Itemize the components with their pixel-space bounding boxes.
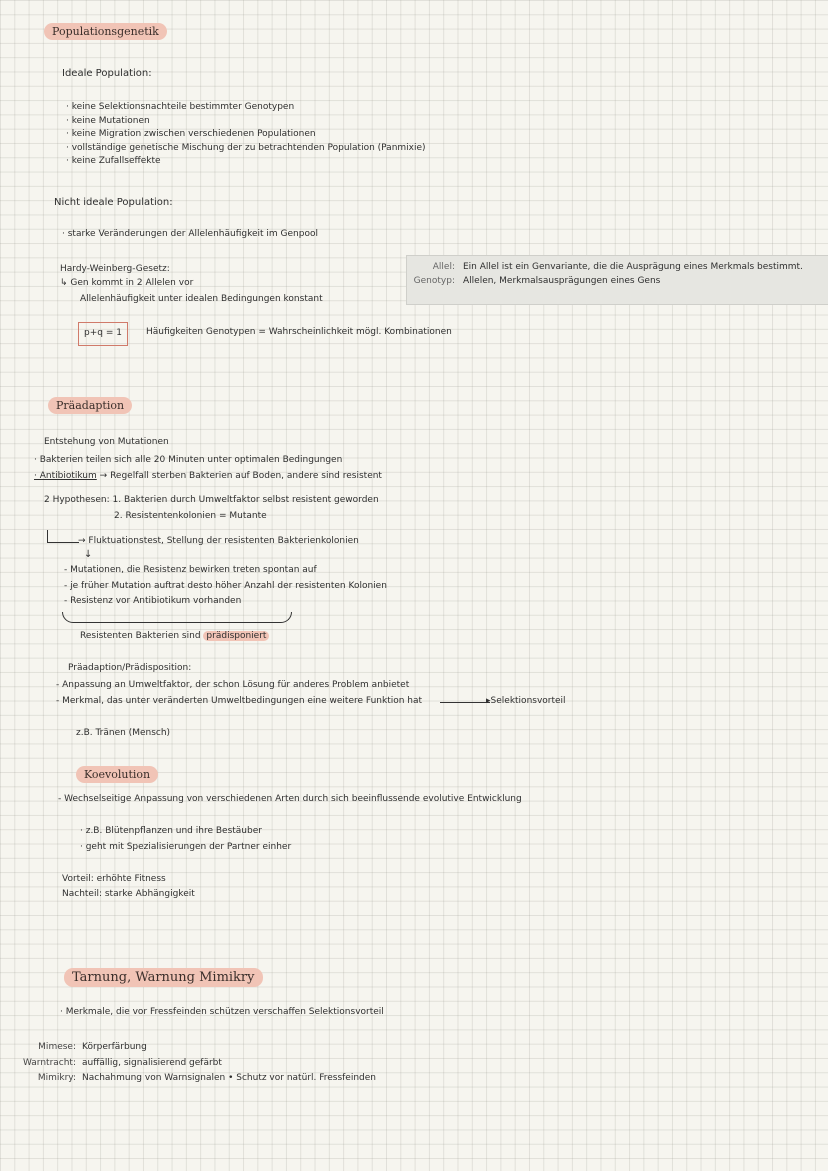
conclusion — [80, 631, 269, 641]
section-title-populationsgenetik: Populationsgenetik — [44, 23, 167, 40]
arrow-icon: → — [99, 471, 108, 481]
definition-row — [20, 1040, 376, 1056]
heading-hardy-weinberg: Hardy-Weinberg-Gesetz: — [60, 264, 170, 274]
brace-underline — [62, 612, 292, 623]
note-row-allel — [407, 262, 828, 272]
heading-entstehung-mutationen: Entstehung von Mutationen — [44, 437, 169, 447]
formula-note: Häufigkeiten Genotypen = Wahrscheinlichkeit mögl. Kombinationen — [146, 327, 452, 337]
note-value: Allelen, Merkmalsausprägungen eines Gens — [463, 276, 661, 286]
note-key: Allel: — [432, 262, 455, 272]
hyp-1: 1. Bakterien durch Umweltfaktor selbst resistent geworden — [112, 495, 379, 505]
list-item: · vollständige genetische Mischung der zu betrachtenden Population (Panmixie) — [66, 142, 426, 153]
definition-row — [20, 1071, 376, 1087]
pre-line-2: - Merkmal, das unter veränderten Umweltbedingungen eine weitere Funktion hat — [56, 696, 423, 706]
mut-line-2-suffix: Regelfall sterben Bakterien auf Boden, andere sind resistent — [110, 471, 382, 481]
list-item: · geht mit Spezialisierungen der Partner einher — [80, 841, 292, 852]
section-title-praeadaption: Präadaption — [48, 397, 132, 414]
formula-box: p+q = 1 — [78, 322, 128, 346]
conclusion-text: Resistenten Bakterien sind — [80, 631, 201, 641]
nachteil: Nachteil: starke Abhängigkeit — [62, 889, 195, 899]
vorteil: Vorteil: erhöhte Fitness — [62, 874, 166, 884]
arrow-line — [440, 702, 490, 703]
definition-key: Mimese: — [38, 1042, 76, 1052]
koevolution-line: - Wechselseitige Anpassung von verschiedenen Arten durch sich beeinflussende evolutive Entwicklung — [58, 794, 522, 804]
fluct-list — [64, 563, 387, 610]
pre-arrow-target — [486, 696, 566, 706]
list-item: - je früher Mutation auftrat desto höher Anzahl der resistenten Kolonien — [64, 580, 387, 591]
nonideal-item: · starke Veränderungen der Allelenhäufigkeit im Genpool — [62, 229, 318, 239]
definition-value: Nachahmung von Warnsignalen • Schutz vor natürl. Fressfeinden — [82, 1073, 376, 1083]
hypothesen — [44, 495, 379, 505]
hw-line-1: ↳ Gen kommt in 2 Allelen vor — [60, 278, 194, 288]
hw-line-2: Allelenhäufigkeit unter idealen Bedingungen konstant — [80, 294, 323, 304]
tarnung-definitions — [20, 1040, 376, 1087]
arrow-icon: → — [78, 536, 86, 546]
note-key: Genotyp: — [413, 276, 455, 286]
definition-value: Körperfärbung — [82, 1042, 147, 1052]
hyp-prefix: 2 Hypothesen: — [44, 495, 110, 505]
heading-ideale-population: Ideale Population: — [62, 68, 152, 79]
definition-key: Warntracht: — [22, 1057, 76, 1068]
heading-praeadaption-praedisposition: Präadaption/Prädisposition: — [68, 663, 192, 673]
heading-nicht-ideale-population: Nicht ideale Population: — [54, 197, 173, 208]
selektionsvorteil-label: Selektionsvorteil — [490, 696, 566, 706]
pre-line-1: - Anpassung an Umweltfaktor, der schon Lösung für anderes Problem anbietet — [56, 680, 410, 690]
arrow-icon: ▸ — [486, 696, 491, 706]
mut-line-1: · Bakterien teilen sich alle 20 Minuten unter optimalen Bedingungen — [34, 455, 343, 465]
definition-value: auffällig, signalisierend gefärbt — [82, 1057, 222, 1068]
list-item: · z.B. Blütenpflanzen und ihre Bestäuber — [80, 826, 262, 836]
definition-note-box — [406, 255, 828, 305]
down-arrow-icon: ↓ — [84, 549, 93, 560]
mut-line-2 — [34, 471, 382, 481]
note-row-genotyp — [407, 276, 828, 286]
list-item: - Mutationen, die Resistenz bewirken treten spontan auf — [64, 565, 317, 575]
conclusion-highlight: prädisponiert — [203, 631, 269, 641]
list-item: · keine Mutationen — [66, 115, 150, 126]
section-title-koevolution: Koevolution — [76, 766, 158, 783]
connector-line — [47, 530, 48, 542]
ideal-list — [66, 101, 426, 169]
mut-line-2-prefix: · Antibiotikum — [34, 471, 97, 481]
list-item: · keine Selektionsnachteile bestimmter Genotypen — [66, 102, 295, 112]
tarnung-line: · Merkmale, die vor Fressfeinden schützen verschaffen Selektionsvorteil — [60, 1007, 384, 1017]
list-item: - Resistenz vor Antibiotikum vorhanden — [64, 596, 242, 606]
section-title-tarnung: Tarnung, Warnung Mimikry — [64, 968, 263, 987]
connector-line — [47, 542, 79, 543]
fluct-text: Fluktuationstest, Stellung der resistenten Bakterienkolonien — [88, 536, 359, 546]
vorteil-nachteil — [62, 872, 195, 902]
hyp-2: 2. Resistentenkolonien = Mutante — [114, 511, 267, 521]
definition-key: Mimikry: — [37, 1073, 76, 1083]
list-item: · keine Migration zwischen verschiedenen Populationen — [66, 129, 316, 139]
definition-row — [20, 1056, 376, 1072]
list-item: · keine Zufallseffekte — [66, 156, 161, 166]
koevolution-list — [80, 824, 291, 855]
note-value: Ein Allel ist ein Genvariante, die die Ausprägung eines Merkmals bestimmt. — [463, 262, 803, 272]
fluctuation-test — [78, 536, 359, 546]
example-traenen: z.B. Tränen (Mensch) — [76, 728, 171, 738]
